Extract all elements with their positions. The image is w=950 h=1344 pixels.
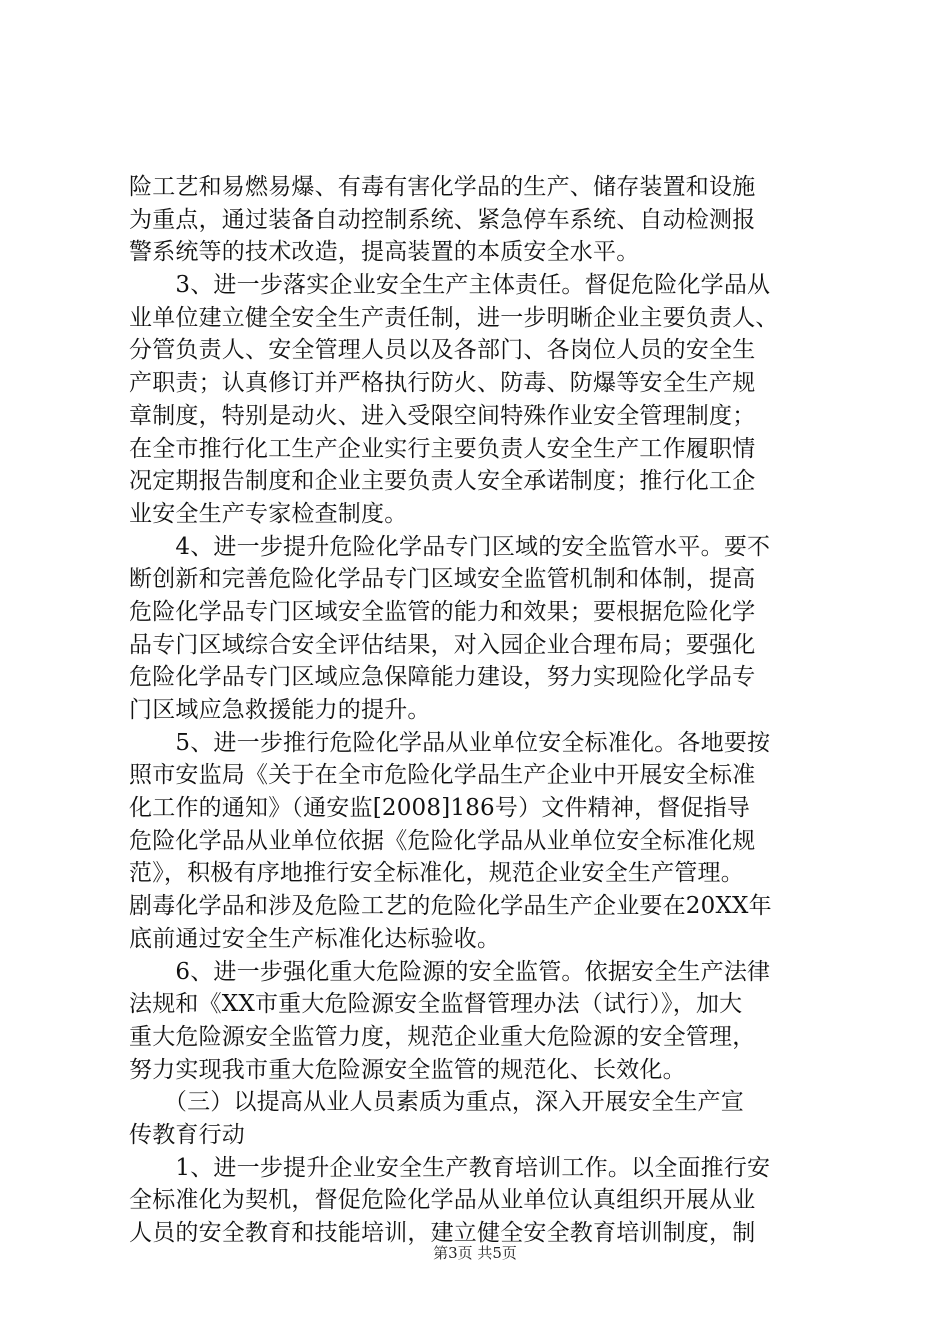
text-line: 照市安监局《关于在全市危险化学品生产企业中开展安全标准 [129, 762, 756, 789]
text-line: 全标准化为契机，督促危险化学品从业单位认真组织开展从业 [129, 1187, 756, 1214]
text-line: 分管负责人、安全管理人员以及各部门、各岗位人员的安全生 [129, 337, 756, 364]
text-line: 为重点，通过装备自动控制系统、紧急停车系统、自动检测报 [129, 206, 756, 233]
text-line: （三）以提高从业人员素质为重点，深入开展安全生产宣 [129, 1089, 744, 1116]
text-line: 5、进一步推行危险化学品从业单位安全标准化。各地要按 [129, 729, 771, 756]
text-line: 底前通过安全生产标准化达标验收。 [129, 925, 501, 952]
document-body [129, 171, 829, 1250]
text-line: 警系统等的技术改造，提高装置的本质安全水平。 [129, 239, 640, 266]
text-line: 业单位建立健全安全生产责任制，进一步明晰企业主要负责人、 [129, 304, 779, 331]
text-line: 法规和《XX市重大危险源安全监督管理办法（试行）》，加大 [129, 991, 743, 1018]
text-line: 危险化学品专门区域安全监管的能力和效果；要根据危险化学 [129, 598, 756, 625]
page-footer: 第3页 共5页 [433, 1244, 517, 1262]
text-line: 化工作的通知》（通安监[2008]186号）文件精神，督促指导 [129, 795, 751, 822]
text-line: 业安全生产专家检查制度。 [129, 500, 408, 527]
text-line: 范》，积极有序地推行安全标准化，规范企业安全生产管理。 [129, 860, 744, 887]
text-line: 传教育行动 [129, 1121, 245, 1148]
text-line: 章制度，特别是动火、进入受限空间特殊作业安全管理制度； [129, 402, 756, 429]
text-line: 品专门区域综合安全评估结果，对入园企业合理布局；要强化 [129, 631, 756, 658]
text-line: 努力实现我市重大危险源安全监管的规范化、长效化。 [129, 1056, 686, 1083]
text-line: 产职责；认真修订并严格执行防火、防毒、防爆等安全生产规 [129, 370, 756, 397]
text-line: 重大危险源安全监管力度，规范企业重大危险源的安全管理， [129, 1023, 756, 1050]
text-line: 门区域应急救援能力的提升。 [129, 697, 431, 723]
text-line: 险工艺和易燃易爆、有毒有害化学品的生产、储存装置和设施 [129, 174, 756, 200]
text-line: 危险化学品专门区域应急保障能力建设，努力实现险化学品专 [129, 664, 756, 691]
text-line: 1、进一步提升企业安全生产教育培训工作。以全面推行安 [129, 1154, 771, 1181]
text-line: 况定期报告制度和企业主要负责人安全承诺制度；推行化工企 [129, 468, 756, 495]
text-line: 3、进一步落实企业安全生产主体责任。督促危险化学品从 [129, 272, 771, 299]
text-line: 危险化学品从业单位依据《危险化学品从业单位安全标准化规 [129, 827, 756, 854]
text-line: 在全市推行化工生产企业实行主要负责人安全生产工作履职情 [129, 435, 756, 462]
text-line: 断创新和完善危险化学品专门区域安全监管机制和体制，提高 [129, 566, 756, 593]
text-line: 4、进一步提升危险化学品专门区域的安全监管水平。要不 [129, 533, 771, 560]
text-line: 剧毒化学品和涉及危险工艺的危险化学品生产企业要在20XX年 [129, 893, 772, 920]
text-line: 6、进一步强化重大危险源的安全监管。依据安全生产法律 [129, 958, 771, 985]
text-line: 人员的安全教育和技能培训，建立健全安全教育培训制度，制 [129, 1220, 756, 1246]
